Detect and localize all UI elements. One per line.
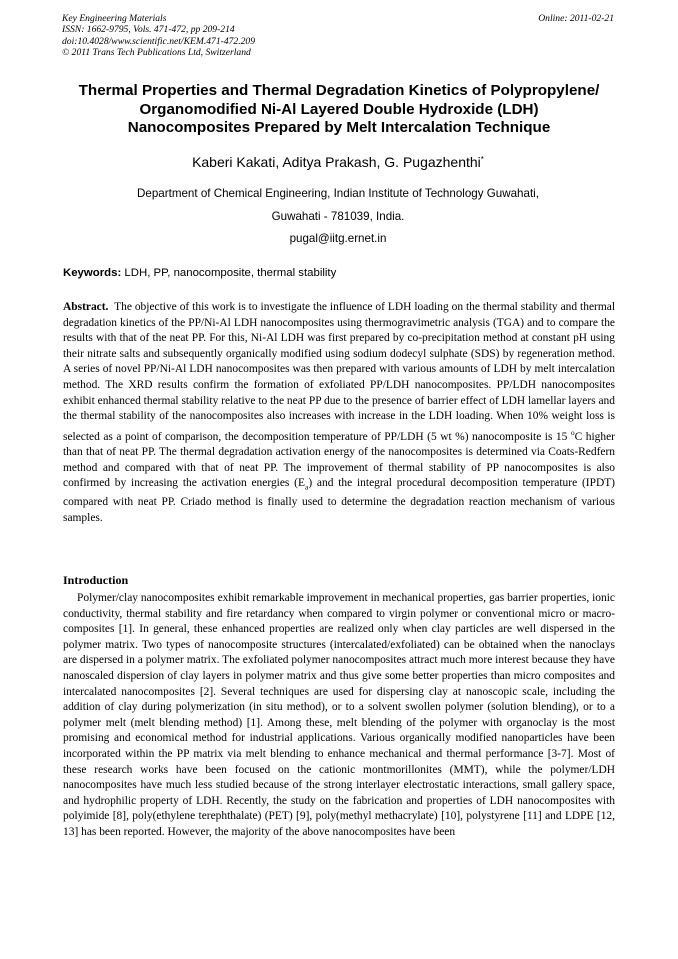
abstract-text-2: C higher than that of neat PP. The thermal degradation activation energy of the nanocomposites is determined via Coats-Redfern method and compared with that of neat PP. The improvement of thermal stability of PP nanocomposites is also confirmed by increasing the activation energies (E xyxy=(63,430,615,490)
author-names: Kaberi Kakati, Aditya Prakash, G. Pugazhenthi xyxy=(192,154,481,170)
abstract-paragraph xyxy=(63,300,615,526)
affiliation-line-1: Department of Chemical Engineering, Indian Institute of Technology Guwahati, xyxy=(137,187,539,200)
corresponding-mark: * xyxy=(480,155,484,164)
doi-line: doi:10.4028/www.scientific.net/KEM.471-472.209 xyxy=(62,35,256,47)
copyright-line: © 2011 Trans Tech Publications Ltd, Switzerland xyxy=(62,46,251,58)
journal-name: Key Engineering Materials xyxy=(62,13,167,24)
issn-line: ISSN: 1662-9795, Vols. 471-472, pp 209-214 xyxy=(62,24,235,36)
title-line-1: Thermal Properties and Thermal Degradation Kinetics of Polypropylene/ xyxy=(78,82,600,99)
paper-title xyxy=(50,82,628,138)
abstract-text-1: The objective of this work is to investigate the influence of LDH loading on the thermal stability and thermal degradation kinetics of the PP/Ni-Al LDH nanocomposites using thermogravimetric analysis (TGA) and to compare the results with that of the neat PP. For this, Ni-Al LDH was first prepared by co-precipitation method at constant pH using their nitrate salts and subsequently organically modified using sodium dodecyl sulphate (SDS) by regeneration method. A series of novel PP/Ni-Al LDH nanocomposites was then prepared with various amounts of LDH by melt intercalation method. The XRD results confirm the formation of exfoliated PP/LDH nanocomposites. PP/LDH nanocomposites exhibit enhanced thermal stability relative to the neat PP due to the presence of barrier effect of LDH lamellar layers and the thermal stability of the nanocomposites also increases with increase in the LDH loading. When 10% weight loss is selected as a point of comparison, the decomposition temperature of PP/LDH (5 wt %) nanocomposite is 15 xyxy=(63,301,615,443)
title-line-3: Nanocomposites Prepared by Melt Intercalation Technique xyxy=(127,119,551,136)
degree-mark: o xyxy=(570,427,575,437)
abstract-label: Abstract. xyxy=(63,301,109,313)
online-date: Online: 2011-02-21 xyxy=(538,13,614,24)
introduction-paragraph: Polymer/clay nanocomposites exhibit remarkable improvement in mechanical properties, gas barrier properties, ionic conductivity, thermal stability and fire retardancy when compared to virgin polymer or conventional micro or macro-composites [1]. In general, these enhanced properties are realized only when clay particles are well dispersed in the polymer matrix. Two types of nanocomposite structures (intercalated/exfoliated) can be obtained when the nanoclays are dispersed in a polymer matrix. The exfoliated polymer nanocomposites attract much more interest because they have nanoscaled dispersion of clay layers in polymer matrix and thus give some better properties than micro composites and intercalated nanocomposites [2]. Several techniques are used for dispersing clay at nanoscopic scale, including the addition of clay during polymerization (in situ method), or to a solvent swollen polymer (solution blending), or to a polymer melt (melt blending method) [1]. Among these, melt blending of the polymer with organoclay is the most promising and economical method for industrial applications. Various organically modified nanoparticles have been incorporated within the PP matrix via melt blending to enhance mechanical and thermal performance [3-7]. Most of these research works have been focused on the cationic montmorillonites (MMT), while the polymer/LDH nanocomposites have much less studied because of the strong interlayer electrostatic interactions, small gallery space, and hydrophilic property of LDH. Recently, the study on the fabrication and properties of LDH nanocomposites with polyimide [8], poly(ethylene terephthalate) (PET) [9], poly(methyl methacrylate) [10], polystyrene [11] and LDPE [12, 13] has been reported. However, the majority of the above nanocomposites have been xyxy=(63,592,615,838)
abstract-text-3: ) and the integral procedural decomposition temperature (IPDT) compared with neat PP. Criado method is finally used to determine the degradation reaction mechanism of various samples. xyxy=(63,477,615,524)
author-list xyxy=(62,154,614,171)
author-email: pugal@iitg.ernet.in xyxy=(289,232,387,245)
activation-subscript: a xyxy=(304,482,309,492)
affiliation-line-2: Guwahati - 781039, India. xyxy=(271,210,405,223)
keywords-label: Keywords: xyxy=(63,267,122,279)
keywords-text: LDH, PP, nanocomposite, thermal stability xyxy=(124,267,337,279)
title-line-2: Organomodified Ni-Al Layered Double Hydroxide (LDH) xyxy=(139,100,539,118)
introduction-heading: Introduction xyxy=(63,573,129,587)
keywords-line xyxy=(63,266,615,280)
journal-header xyxy=(62,13,614,58)
